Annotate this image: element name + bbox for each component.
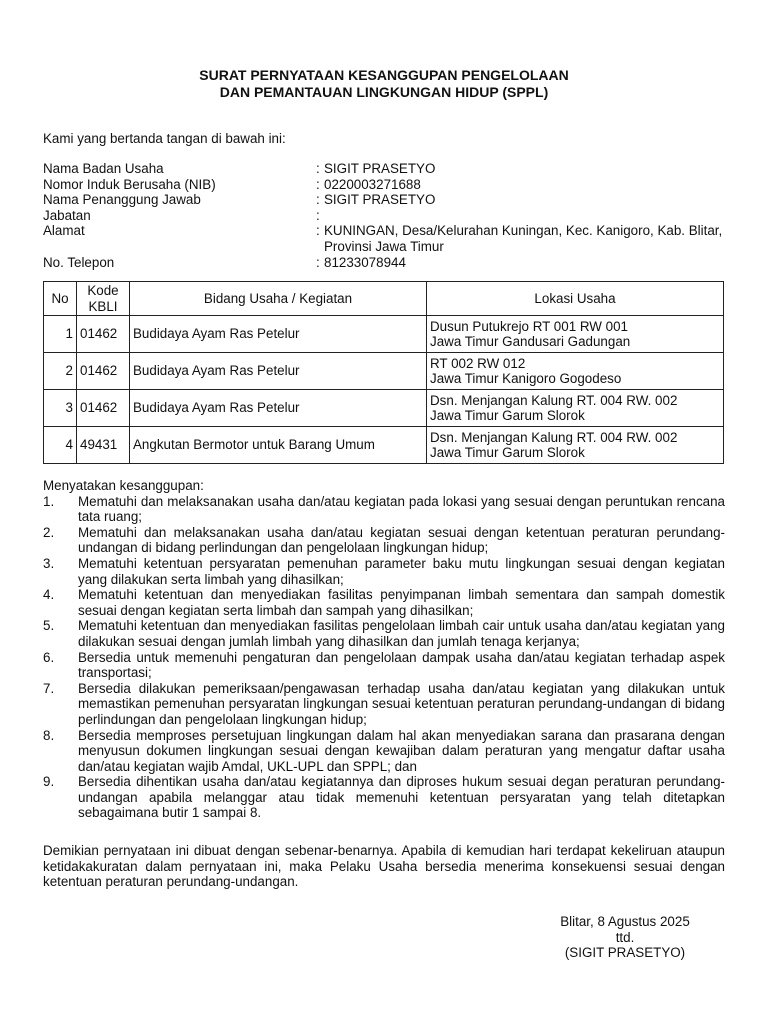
document-title-line1: SURAT PERNYATAAN KESANGGUPAN PENGELOLAAN (199, 67, 569, 83)
identity-value: 81233078944 (324, 254, 406, 270)
item-number: 9. (43, 774, 55, 790)
identity-colon: : (316, 161, 320, 176)
item-text: Mematuhi ketentuan persyaratan pemenuhan parameter baku mutu lingkungan sesuai dengan kegiatan yang dilakukan serta limbah yang dihasilkan; (78, 555, 725, 587)
identity-colon: : (316, 176, 320, 192)
lokasi-line1: RT 002 RW 012 (430, 355, 526, 371)
item-number: 5. (43, 618, 55, 634)
identity-label: Nama Penanggung Jawab (43, 192, 201, 208)
cell-no: 1 (44, 316, 77, 353)
cell-bidang: Budidaya Ayam Ras Petelur (130, 316, 427, 353)
cell-bidang: Budidaya Ayam Ras Petelur (130, 390, 427, 427)
declaration-list (43, 494, 725, 821)
identity-colon: : (316, 207, 320, 223)
identity-label: Alamat (43, 223, 85, 239)
cell-lokasi (427, 390, 724, 427)
identity-label: No. Telepon (43, 254, 115, 270)
item-number: 1. (43, 493, 55, 509)
header-bidang-usaha: Bidang Usaha / Kegiatan (130, 282, 427, 316)
identity-colon: : (316, 223, 320, 239)
table-row (44, 353, 724, 390)
table-row (44, 316, 724, 353)
intro-text: Kami yang bertanda tangan di bawah ini: (43, 131, 286, 146)
declaration-section (43, 478, 725, 821)
lokasi-line1: Dusun Putukrejo RT 001 RW 001 (430, 318, 628, 334)
lokasi-line2: Jawa Timur Garum Slorok (430, 445, 585, 461)
item-text: Mematuhi ketentuan dan menyediakan fasilitas pengelolaan limbah cair untuk usaha dan/atau kegiatan yang dilakukan sesuai dengan jumlah limbah yang dihasilkan dan jumlah tenaga kerjanya; (78, 618, 725, 649)
declaration-item (43, 774, 725, 821)
cell-kode: 49431 (77, 427, 130, 464)
declaration-item (43, 494, 725, 525)
signature-ttd: ttd. (615, 929, 635, 945)
header-lokasi-usaha: Lokasi Usaha (427, 282, 724, 316)
lokasi-line2: Jawa Timur Garum Slorok (430, 408, 585, 424)
item-text: Bersedia dihentikan usaha dan/atau kegiatannya dan diproses hukum sesuai degan peraturan perundang-undangan apabila melanggar atau tidak memenuhi ketentuan persyaratan yang telah ditetapkan sebagaimana butir 1 sampai 8. (78, 774, 725, 821)
declaration-item (43, 681, 725, 728)
lokasi-line1: Dsn. Menjangan Kalung RT. 004 RW. 002 (430, 392, 678, 408)
declaration-item (43, 525, 725, 556)
identity-label: Nomor Induk Berusaha (NIB) (43, 176, 216, 192)
declaration-item (43, 618, 725, 649)
item-number: 2. (43, 524, 55, 540)
item-number: 3. (43, 555, 55, 571)
identity-value: KUNINGAN, Desa/Kelurahan Kuningan, Kec. Kanigoro, Kab. Blitar, Provinsi Jawa Timur (324, 223, 723, 254)
lokasi-line1: Dsn. Menjangan Kalung RT. 004 RW. 002 (430, 429, 678, 445)
signature-name: (SIGIT PRASETYO) (564, 945, 686, 961)
signature-block (540, 914, 710, 961)
identity-label: Nama Badan Usaha (43, 161, 164, 176)
item-text: Bersedia dilakukan pemeriksaan/pengawasan terhadap usaha dan/atau kegiatan yang dilakukan untuk memastikan pemenuhan persyaratan lingkungan sesuai ketentuan peraturan perundang-undangan di bidang perlindungan dan pengelolaan lingkungan hidup; (78, 680, 725, 727)
item-text: Mematuhi dan melaksanakan usaha dan/atau kegiatan sesuai dengan ketentuan peraturan perundang-undangan di bidang perlindungan dan pengelolaan lingkungan hidup; (78, 524, 725, 556)
document-title-line2: DAN PEMANTAUAN LINGKUNGAN HIDUP (SPPL) (219, 84, 549, 100)
cell-kode: 01462 (77, 390, 130, 427)
cell-bidang: Angkutan Bermotor untuk Barang Umum (130, 427, 427, 464)
item-text: Bersedia memproses persetujuan lingkungan dalam hal akan menyediakan sarana dan prasarana dengan menyusun dokumen lingkungan sesuai dengan kewajiban dalam peraturan yang mengatur daftar usaha dan/atau kegiatan wajib Amdal, UKL-UPL dan SPPL; dan (78, 727, 725, 774)
item-text: Bersedia untuk memenuhi pengaturan dan pengelolaan dampak usaha dan/atau kegiatan terhadap aspek transportasi; (78, 649, 725, 681)
cell-lokasi (427, 353, 724, 390)
item-number: 7. (43, 680, 55, 696)
lokasi-line2: Jawa Timur Gandusari Gadungan (430, 334, 631, 350)
cell-kode: 01462 (77, 316, 130, 353)
kegiatan-usaha-table (43, 281, 724, 464)
item-number: 8. (43, 727, 55, 743)
identity-label: Jabatan (43, 207, 91, 223)
declaration-item (43, 556, 725, 587)
signature-place-date: Blitar, 8 Agustus 2025 (560, 914, 690, 929)
closing-paragraph: Demikian pernyataan ini dibuat dengan sebenar-benarnya. Apabila di kemudian hari terdapat kekeliruan ataupun ketidakakuratan dalam pernyataan ini, maka Pelaku Usaha bersedia menerima konsekuensi sesuai dengan ketentuan peraturan perundang-undangan. (43, 843, 725, 890)
cell-lokasi (427, 427, 724, 464)
declaration-item (43, 587, 725, 618)
declaration-item (43, 650, 725, 681)
header-no: No (44, 282, 77, 316)
item-text: Mematuhi dan melaksanakan usaha dan/atau kegiatan pada lokasi yang sesuai dengan peruntukan rencana tata ruang; (78, 493, 725, 525)
identity-value: SIGIT PRASETYO (324, 161, 436, 176)
cell-bidang: Budidaya Ayam Ras Petelur (130, 353, 427, 390)
table-header-row (44, 282, 724, 316)
cell-no: 2 (44, 353, 77, 390)
identity-value: SIGIT PRASETYO (324, 192, 436, 208)
table-row (44, 390, 724, 427)
declaration-heading: Menyatakan kesanggupan: (43, 478, 204, 493)
cell-kode: 01462 (77, 353, 130, 390)
item-number: 6. (43, 649, 55, 665)
table-row (44, 427, 724, 464)
cell-lokasi (427, 316, 724, 353)
header-kode-kbli: Kode KBLI (77, 282, 130, 316)
cell-no: 3 (44, 390, 77, 427)
lokasi-line2: Jawa Timur Kanigoro Gogodeso (430, 371, 622, 387)
cell-no: 4 (44, 427, 77, 464)
item-number: 4. (43, 587, 55, 603)
declaration-item (43, 728, 725, 775)
identity-colon: : (316, 192, 320, 208)
identity-value: 0220003271688 (324, 176, 421, 192)
identity-colon: : (316, 254, 320, 270)
item-text: Mematuhi ketentuan dan menyediakan fasilitas penyimpanan limbah sementara dan sampah domestik sesuai dengan kegiatan serta limbah dan sampah yang dihasilkan; (78, 587, 725, 618)
